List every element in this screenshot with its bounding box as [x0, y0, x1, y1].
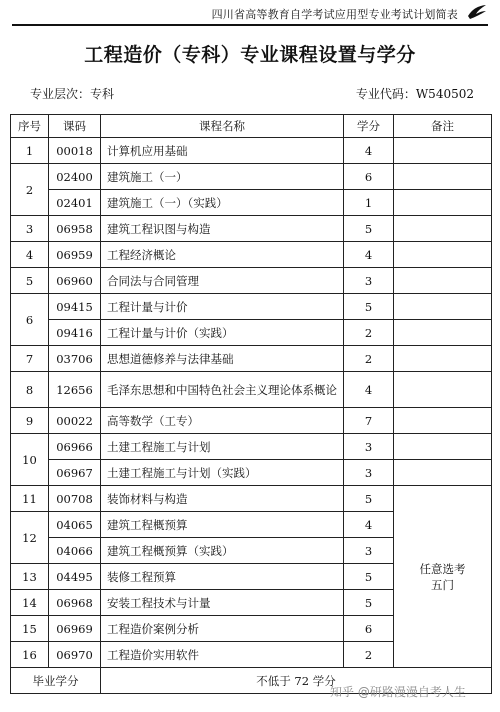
course-code-cell: 12656: [49, 372, 101, 408]
course-name-cell: 建筑工程概预算: [101, 512, 344, 538]
course-name-cell: 土建工程施工与计划（实践）: [101, 460, 344, 486]
table-row: [11, 320, 492, 346]
major-code: 专业代码：W540502: [355, 87, 474, 101]
course-table: [10, 114, 492, 694]
course-name-cell: 思想道德修养与法律基础: [101, 346, 344, 372]
course-name-cell: 工程计量与计价（实践）: [101, 320, 344, 346]
credit-cell: 4: [344, 242, 394, 268]
note-cell: [394, 372, 492, 408]
footer-label: 毕业学分: [11, 668, 101, 694]
course-name-cell: 高等数学（工专）: [101, 408, 344, 434]
table-header-row: [11, 115, 492, 138]
serial-number-cell: 5: [11, 268, 49, 294]
course-name-cell: 建筑施工（一）: [101, 164, 344, 190]
page-title: 工程造价（专科）专业课程设置与学分: [84, 44, 416, 66]
credit-cell: 5: [344, 564, 394, 590]
table-row: [11, 434, 492, 460]
column-header: 课程名称: [101, 115, 344, 138]
course-code-cell: 06966: [49, 434, 101, 460]
note-cell: [394, 242, 492, 268]
serial-number-cell: 12: [11, 512, 49, 564]
credit-cell: 4: [344, 512, 394, 538]
serial-number-cell: 8: [11, 372, 49, 408]
table-row: [11, 294, 492, 320]
note-cell: [394, 190, 492, 216]
note-cell: [394, 138, 492, 164]
course-code-cell: 03706: [49, 346, 101, 372]
header-divider: [12, 24, 488, 26]
course-code-cell: 06967: [49, 460, 101, 486]
column-header: 课码: [49, 115, 101, 138]
credit-cell: 5: [344, 486, 394, 512]
credit-cell: 2: [344, 320, 394, 346]
course-name-cell: 土建工程施工与计划: [101, 434, 344, 460]
credit-cell: 5: [344, 590, 394, 616]
header-text: 四川省高等教育自学考试应用型专业考试计划简表: [211, 8, 458, 21]
note-cell: [394, 346, 492, 372]
course-code-cell: 06969: [49, 616, 101, 642]
credit-cell: 3: [344, 460, 394, 486]
note-cell: [394, 164, 492, 190]
table-row: [11, 346, 492, 372]
note-cell: [394, 434, 492, 460]
table-row: [11, 460, 492, 486]
serial-number-cell: 1: [11, 138, 49, 164]
course-code-cell: 09415: [49, 294, 101, 320]
course-name-cell: 建筑工程识图与构造: [101, 216, 344, 242]
page-header: [12, 0, 488, 22]
credit-cell: 5: [344, 294, 394, 320]
course-name-cell: 工程经济概论: [101, 242, 344, 268]
course-name-cell: 计算机应用基础: [101, 138, 344, 164]
course-name-cell: 工程造价实用软件: [101, 642, 344, 668]
course-code-cell: 00708: [49, 486, 101, 512]
watermark: 知乎 @研路漫漫自考人生: [330, 685, 466, 699]
serial-number-cell: 7: [11, 346, 49, 372]
table-row: [11, 486, 492, 512]
note-cell: [394, 408, 492, 434]
course-code-cell: 00018: [49, 138, 101, 164]
note-cell: [394, 320, 492, 346]
serial-number-cell: 10: [11, 434, 49, 486]
credit-cell: 7: [344, 408, 394, 434]
serial-number-cell: 15: [11, 616, 49, 642]
table-row: [11, 164, 492, 190]
course-code-cell: 09416: [49, 320, 101, 346]
course-name-cell: 装饰材料与构造: [101, 486, 344, 512]
credit-cell: 2: [344, 642, 394, 668]
course-name-cell: 毛泽东思想和中国特色社会主义理论体系概论: [101, 372, 344, 408]
column-header: 学分: [344, 115, 394, 138]
credit-cell: 1: [344, 190, 394, 216]
column-header: 备注: [394, 115, 492, 138]
course-code-cell: 00022: [49, 408, 101, 434]
credit-cell: 5: [344, 216, 394, 242]
course-name-cell: 装修工程预算: [101, 564, 344, 590]
course-name-cell: 安装工程技术与计量: [101, 590, 344, 616]
serial-number-cell: 11: [11, 486, 49, 512]
credit-cell: 6: [344, 616, 394, 642]
course-code-cell: 04065: [49, 512, 101, 538]
note-cell: [394, 294, 492, 320]
course-code-cell: 04066: [49, 538, 101, 564]
course-name-cell: 建筑工程概预算（实践）: [101, 538, 344, 564]
table-row: [11, 372, 492, 408]
serial-number-cell: 2: [11, 164, 49, 216]
table-row: [11, 242, 492, 268]
course-name-cell: 建筑施工（一）（实践）: [101, 190, 344, 216]
course-code-cell: 06959: [49, 242, 101, 268]
credit-cell: 3: [344, 538, 394, 564]
serial-number-cell: 13: [11, 564, 49, 590]
elective-note-cell: 任意选考 五门: [394, 486, 492, 668]
course-code-cell: 06970: [49, 642, 101, 668]
table-row: [11, 408, 492, 434]
course-name-cell: 工程造价案例分析: [101, 616, 344, 642]
table-row: [11, 268, 492, 294]
note-cell: [394, 216, 492, 242]
credit-cell: 3: [344, 434, 394, 460]
course-code-cell: 06960: [49, 268, 101, 294]
credit-cell: 4: [344, 372, 394, 408]
serial-number-cell: 4: [11, 242, 49, 268]
credit-cell: 3: [344, 268, 394, 294]
major-level: 专业层次：专科: [30, 87, 115, 101]
course-code-cell: 02400: [49, 164, 101, 190]
course-code-cell: 02401: [49, 190, 101, 216]
footer-value: 不低于 72 学分: [101, 668, 492, 694]
course-name-cell: 合同法与合同管理: [101, 268, 344, 294]
credit-cell: 6: [344, 164, 394, 190]
course-code-cell: 06958: [49, 216, 101, 242]
column-header: 序号: [11, 115, 49, 138]
note-cell: [394, 268, 492, 294]
table-row: [11, 190, 492, 216]
table-row: [11, 138, 492, 164]
course-code-cell: 04495: [49, 564, 101, 590]
credit-cell: 2: [344, 346, 394, 372]
table-row: [11, 216, 492, 242]
course-code-cell: 06968: [49, 590, 101, 616]
serial-number-cell: 9: [11, 408, 49, 434]
note-cell: [394, 460, 492, 486]
serial-number-cell: 3: [11, 216, 49, 242]
serial-number-cell: 16: [11, 642, 49, 668]
serial-number-cell: 6: [11, 294, 49, 346]
serial-number-cell: 14: [11, 590, 49, 616]
logo-icon: [466, 2, 488, 22]
credit-cell: 4: [344, 138, 394, 164]
course-name-cell: 工程计量与计价: [101, 294, 344, 320]
